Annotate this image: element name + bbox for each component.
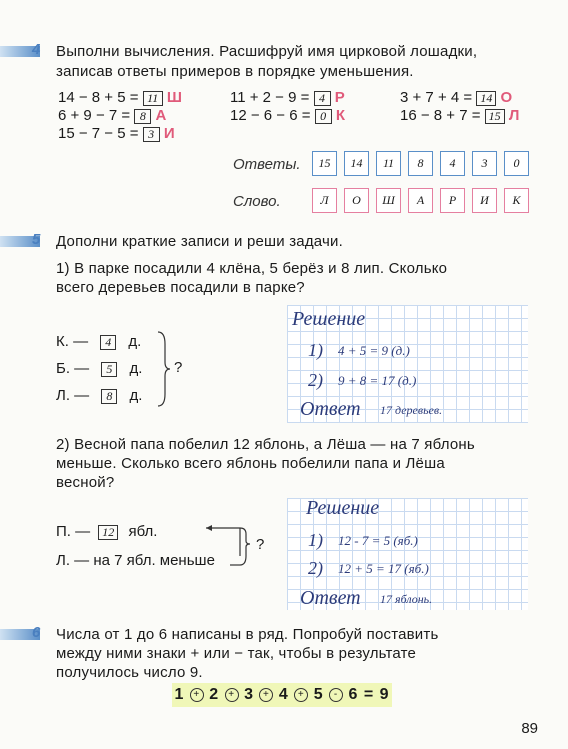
short-record-box[interactable]: 12 [98, 525, 118, 540]
sign-circle[interactable]: + [259, 688, 273, 702]
example-7: 16 − 8 + 7 = 15 Л [400, 107, 520, 124]
answer-box[interactable]: 8 [134, 109, 151, 124]
answer-cell[interactable]: 0 [504, 151, 529, 176]
answer-box[interactable]: 4 [314, 91, 331, 106]
answer-cell[interactable]: 3 [472, 151, 497, 176]
arrow-brace-2 [204, 519, 252, 569]
brace-1 [156, 330, 172, 408]
answer-cell[interactable]: 15 [312, 151, 337, 176]
problem-2-line-1: 2) Весной папа побелил 12 яблонь, а Лёша — на 7 яблонь [56, 436, 475, 453]
short-record-b: Б. — 5 д. [56, 360, 143, 377]
task-4-text-1: Выполни вычисления. Расшифруй имя цирковой лошадки, [56, 43, 478, 60]
answer-cell[interactable]: 4 [440, 151, 465, 176]
example-5: 12 − 6 − 6 = 0 К [230, 107, 345, 124]
answer-box[interactable]: 11 [143, 91, 163, 106]
step-number: 2) [308, 558, 323, 578]
step-number: 1) [308, 530, 323, 550]
step-expression: 9 + 8 = 17 (д.) [338, 373, 417, 388]
task-6-line-2: между ними знаки + или − так, чтобы в результате [56, 645, 417, 662]
short-record-p: П. — 12 ябл. [56, 523, 158, 540]
problem-1-line-1: 1) В парке посадили 4 клёна, 5 берёз и 8 лип. Сколько [56, 260, 448, 277]
example-4: 11 + 2 − 9 = 4 Р [230, 89, 345, 106]
problem-2-line-2: меньше. Сколько всего яблонь побелили папа и Лёша [56, 455, 445, 472]
short-record-l2: Л. — на 7 ябл. меньше [56, 552, 215, 569]
answers-label: Ответы. [233, 156, 301, 173]
answer-box[interactable]: 14 [476, 91, 496, 106]
task-4-number: 4 [32, 41, 41, 58]
word-cell[interactable]: Ш [376, 188, 401, 213]
problem-1-line-2: всего деревьев посадили в парке? [56, 279, 305, 296]
word-cell[interactable]: И [472, 188, 497, 213]
short-record-box[interactable]: 8 [101, 389, 117, 404]
word-cell[interactable]: К [504, 188, 529, 213]
example-2: 6 + 9 − 7 = 8 А [58, 107, 167, 124]
task-6-answer-expression: 1 + 2 + 3 + 4 + 5 - 6 = 9 [172, 683, 392, 707]
sign-circle[interactable]: + [190, 688, 204, 702]
question-mark-1: ? [174, 359, 183, 376]
problem-2-line-3: весной? [56, 474, 115, 491]
answer-box[interactable]: 15 [485, 109, 505, 124]
task-5-number: 5 [32, 231, 41, 248]
word-label: Слово. [233, 193, 281, 210]
word-cell[interactable]: Л [312, 188, 337, 213]
step-number: 2) [308, 370, 323, 390]
task-6-line-1: Числа от 1 до 6 написаны в ряд. Попробуй поставить [56, 626, 439, 643]
short-record-k: К. — 4 д. [56, 333, 142, 350]
task-4-text-2: записав ответы примеров в порядке уменьшения. [56, 63, 414, 80]
answer-title-1: Ответ [300, 398, 361, 420]
step-number: 1) [308, 340, 323, 360]
question-mark-2: ? [256, 536, 265, 553]
task-5-text: Дополни краткие записи и реши задачи. [56, 233, 343, 250]
page-number: 89 [521, 720, 538, 737]
example-1: 14 − 8 + 5 = 11 Ш [58, 89, 182, 106]
solution-title-2: Решение [306, 497, 380, 519]
short-record-box[interactable]: 5 [101, 362, 117, 377]
step-expression: 12 - 7 = 5 (яб.) [338, 533, 418, 548]
short-record-box[interactable]: 4 [100, 335, 116, 350]
word-cell[interactable]: О [344, 188, 369, 213]
answer-text-1: 17 деревьев. [380, 403, 443, 417]
word-cell[interactable]: Р [440, 188, 465, 213]
answer-cell[interactable]: 14 [344, 151, 369, 176]
answer-box[interactable]: 0 [315, 109, 332, 124]
solution-title-1: Решение [292, 308, 366, 330]
step-expression: 4 + 5 = 9 (д.) [338, 343, 410, 358]
example-6: 3 + 7 + 4 = 14 О [400, 89, 513, 106]
answer-cell[interactable]: 11 [376, 151, 401, 176]
sign-circle[interactable]: + [294, 688, 308, 702]
answer-text-2: 17 яблонь. [380, 592, 433, 606]
answer-box[interactable]: 3 [143, 127, 160, 142]
answer-title-2: Ответ [300, 587, 361, 609]
answer-cell[interactable]: 8 [408, 151, 433, 176]
word-cell[interactable]: А [408, 188, 433, 213]
sign-circle[interactable]: + [225, 688, 239, 702]
sign-circle[interactable]: - [329, 688, 343, 702]
short-record-l: Л. — 8 д. [56, 387, 143, 404]
example-3: 15 − 7 − 5 = 3 И [58, 125, 175, 142]
step-expression: 12 + 5 = 17 (яб.) [338, 561, 429, 576]
task-6-line-3: получилось число 9. [56, 664, 203, 681]
task-6-number: 6 [32, 624, 41, 641]
